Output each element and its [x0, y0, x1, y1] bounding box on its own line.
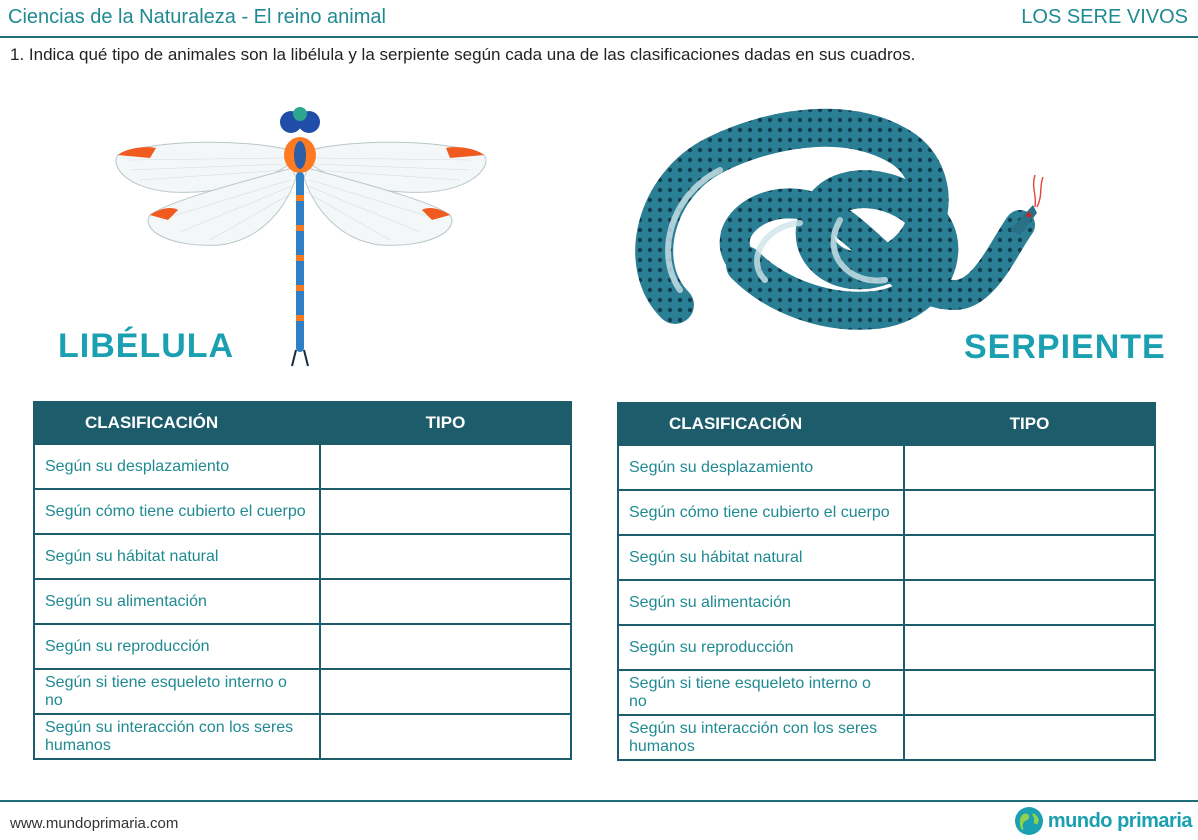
table-row	[618, 625, 1155, 670]
table-row	[618, 490, 1155, 535]
type-header: TIPO	[904, 403, 1155, 445]
table-row	[618, 445, 1155, 490]
table-row	[618, 535, 1155, 580]
type-answer-cell[interactable]	[320, 444, 571, 489]
table-row	[34, 444, 571, 489]
snake-illustration	[635, 95, 1045, 345]
globe-icon	[1014, 806, 1044, 836]
table-row	[618, 670, 1155, 715]
page-header	[0, 0, 1198, 40]
table-row	[34, 714, 571, 759]
classification-cell: Según su interacción con los seres humanos	[34, 714, 320, 759]
classification-cell: Según su desplazamiento	[618, 445, 904, 490]
table-row	[618, 580, 1155, 625]
classification-cell: Según si tiene esqueleto interno o no	[618, 670, 904, 715]
classification-header: CLASIFICACIÓN	[618, 403, 904, 445]
type-answer-cell[interactable]	[904, 580, 1155, 625]
type-answer-cell[interactable]	[904, 670, 1155, 715]
type-answer-cell[interactable]	[904, 490, 1155, 535]
type-answer-cell[interactable]	[320, 624, 571, 669]
brand-logo	[1014, 806, 1192, 836]
table-header-row	[618, 403, 1155, 445]
classification-cell: Según si tiene esqueleto interno o no	[34, 669, 320, 714]
subject-title: Ciencias de la Naturaleza - El reino animal	[8, 6, 386, 28]
type-answer-cell[interactable]	[904, 445, 1155, 490]
table-row	[34, 489, 571, 534]
type-answer-cell[interactable]	[320, 579, 571, 624]
classification-cell: Según su desplazamiento	[34, 444, 320, 489]
type-answer-cell[interactable]	[320, 714, 571, 759]
classification-cell: Según su hábitat natural	[34, 534, 320, 579]
snake-label: SERPIENTE	[964, 328, 1166, 366]
table-row	[34, 534, 571, 579]
type-answer-cell[interactable]	[320, 489, 571, 534]
topic-title: LOS SERE VIVOS	[1021, 6, 1188, 28]
table-row	[34, 624, 571, 669]
type-answer-cell[interactable]	[320, 534, 571, 579]
type-answer-cell[interactable]	[904, 625, 1155, 670]
table-header-row	[34, 402, 571, 444]
classification-cell: Según su interacción con los seres humanos	[618, 715, 904, 760]
table-row	[34, 579, 571, 624]
footer-url: www.mundoprimaria.com	[10, 815, 179, 832]
exercise-instruction: 1. Indica qué tipo de animales son la libélula y la serpiente según cada una de las clasificaciones dadas en sus cuadros.	[10, 45, 916, 64]
footer-divider	[0, 800, 1198, 802]
snake-classification-table	[617, 402, 1156, 761]
header-divider	[0, 36, 1198, 38]
classification-cell: Según su reproducción	[618, 625, 904, 670]
dragonfly-classification-table	[33, 401, 572, 760]
table-row	[34, 669, 571, 714]
type-answer-cell[interactable]	[904, 715, 1155, 760]
type-answer-cell[interactable]	[320, 669, 571, 714]
classification-cell: Según su alimentación	[618, 580, 904, 625]
classification-cell: Según su reproducción	[34, 624, 320, 669]
brand-name: mundo primaria	[1047, 809, 1192, 832]
table-row	[618, 715, 1155, 760]
dragonfly-label: LIBÉLULA	[58, 327, 235, 365]
classification-cell: Según cómo tiene cubierto el cuerpo	[618, 490, 904, 535]
type-header: TIPO	[320, 402, 571, 444]
classification-cell: Según cómo tiene cubierto el cuerpo	[34, 489, 320, 534]
type-answer-cell[interactable]	[904, 535, 1155, 580]
classification-cell: Según su alimentación	[34, 579, 320, 624]
classification-header: CLASIFICACIÓN	[34, 402, 320, 444]
classification-cell: Según su hábitat natural	[618, 535, 904, 580]
